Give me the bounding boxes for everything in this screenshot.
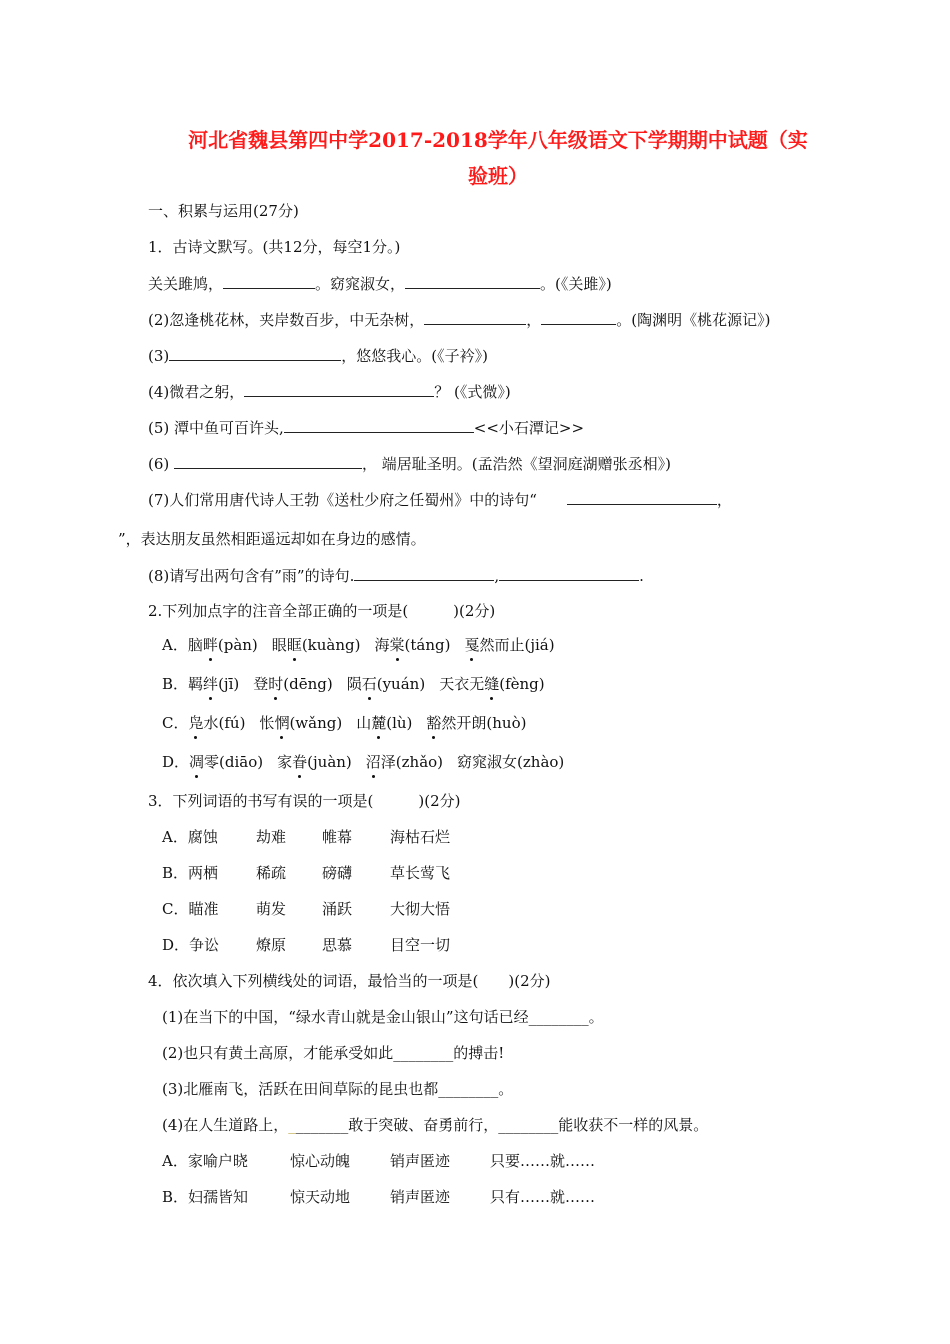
- text: (jī): [218, 675, 240, 693]
- text: 海枯石烂: [390, 828, 451, 846]
- q4-sentence-1: (1)在当下的中国，“绿水青山就是金山银山”这句话已经________。: [162, 1008, 604, 1026]
- text: 水(fú): [203, 714, 246, 732]
- text: 只有……就……: [490, 1188, 596, 1206]
- section-heading: 一、积累与运用(27分): [148, 202, 299, 220]
- document-title: [118, 122, 878, 194]
- answer-blank: [223, 272, 315, 289]
- q3-option-b: [162, 862, 450, 884]
- text: (6): [148, 455, 175, 473]
- dotted-char: 沼: [365, 753, 381, 771]
- text: ，: [716, 491, 732, 509]
- answer-blank: [244, 380, 434, 397]
- dotted-char: 凫: [188, 714, 204, 732]
- text: 销声匿迹: [390, 1188, 451, 1206]
- text: (dēng): [283, 675, 333, 693]
- q1-line-5: [148, 416, 584, 439]
- q1-line-6: [148, 452, 671, 475]
- text: 海: [374, 636, 390, 654]
- option-letter: D．: [162, 753, 190, 771]
- text: ,: [494, 567, 500, 585]
- dotted-char: 麓: [371, 714, 387, 732]
- answer-blank: [541, 308, 616, 325]
- text: 。窈窕淑女，: [315, 275, 406, 293]
- answer-blank: [284, 416, 474, 433]
- text: .: [639, 567, 644, 585]
- dotted-char: 凋: [189, 753, 205, 771]
- text: 然而止(jiá): [479, 636, 555, 654]
- q2-option-d: [162, 751, 564, 773]
- text: 眼: [271, 636, 287, 654]
- text: D．争讼: [162, 936, 220, 954]
- text: 登: [253, 675, 269, 693]
- text: A．腐蚀: [162, 828, 218, 846]
- q3-header: 3．下列词语的书写有误的一项是( )(2分): [148, 792, 461, 810]
- dotted-char: 石: [361, 675, 377, 693]
- q4-header: 4．依次填入下列横线处的词语，最恰当的一项是( )(2分): [148, 972, 551, 990]
- text: 只要……就……: [490, 1152, 596, 1170]
- text: (4)微君之躬，: [148, 383, 245, 401]
- text: B．两栖: [162, 864, 219, 882]
- text: 燎原: [256, 936, 287, 954]
- text: 劫难: [256, 828, 287, 846]
- text: 大彻大悟: [390, 900, 451, 918]
- text: B．妇孺皆知: [162, 1188, 249, 1206]
- dotted-char: 眶: [286, 636, 302, 654]
- text: 思慕: [322, 936, 353, 954]
- text: 家: [277, 753, 293, 771]
- text: 天衣无: [439, 675, 485, 693]
- answer-blank: [169, 344, 341, 361]
- q2-option-c: [162, 712, 526, 734]
- q1-line-3: [148, 344, 488, 367]
- text: 怅: [259, 714, 275, 732]
- text: ？ (《式微》): [434, 383, 511, 401]
- text: C．瞄准: [162, 900, 219, 918]
- text: 。(《关雎》): [540, 275, 612, 293]
- text: (lù): [386, 714, 413, 732]
- yellow-mark: _: [288, 1116, 296, 1134]
- text: (pàn): [217, 636, 258, 654]
- text: 关关雎鸠，: [148, 275, 224, 293]
- dotted-char: 绊: [203, 675, 219, 693]
- dotted-char: 缝: [484, 675, 500, 693]
- text: 然开朗(huò): [441, 714, 527, 732]
- dotted-char: 眷: [292, 753, 308, 771]
- text: 羁: [188, 675, 204, 693]
- q2-header: 2.下列加点字的注音全部正确的一项是( )(2分): [148, 602, 496, 620]
- text: _______敢于突破、奋勇前行，________能收获不一样的风景。: [295, 1116, 709, 1134]
- text: (táng): [404, 636, 451, 654]
- text: 。(陶渊明《桃花源记》): [616, 311, 771, 329]
- dotted-char: 畔: [202, 636, 218, 654]
- answer-blank: [499, 564, 639, 581]
- text: 惊天动地: [290, 1188, 351, 1206]
- text: A．家喻户晓: [162, 1152, 248, 1170]
- text: 销声匿迹: [390, 1152, 451, 1170]
- text: (wǎng): [289, 714, 343, 732]
- text: 草长莺飞: [390, 864, 451, 882]
- q2-option-a: [162, 634, 555, 656]
- q1-line-1: [148, 272, 612, 295]
- text: 惊心动魄: [290, 1152, 351, 1170]
- text: 帷幕: [322, 828, 353, 846]
- text: 山: [356, 714, 372, 732]
- dotted-char: 棠: [389, 636, 405, 654]
- text: (yuán): [376, 675, 426, 693]
- answer-blank: [424, 308, 526, 325]
- dotted-char: 戛: [464, 636, 480, 654]
- text: 陨: [346, 675, 362, 693]
- title-line-1: 河北省魏县第四中学2017-2018学年八年级语文下学期期中试题（实: [188, 128, 808, 152]
- q1-header: 1．古诗文默写。(共12分，每空1分。): [148, 238, 401, 256]
- text: (juàn): [307, 753, 352, 771]
- q3-option-c: [162, 898, 450, 920]
- q2-option-b: [162, 673, 545, 695]
- answer-blank: [567, 488, 717, 505]
- q1-line-7-cont: ”，表达朋友虽然相距遥远却如在身边的感情。: [118, 530, 426, 548]
- q4-sentence-2: (2)也只有黄土高原，才能承受如此________的搏击!: [162, 1044, 505, 1062]
- q4-option-a: [162, 1150, 595, 1172]
- text: (2)忽逢桃花林，夹岸数百步，中无杂树，: [148, 311, 425, 329]
- text: (5) 潭中鱼可百许头,: [148, 419, 284, 437]
- q3-option-a: [162, 826, 450, 848]
- q4-sentence-4: [162, 1114, 708, 1136]
- text: (4)在人生道路上，: [162, 1116, 289, 1134]
- q4-option-b: [162, 1186, 595, 1208]
- text: 脑: [187, 636, 203, 654]
- answer-blank: [354, 564, 494, 581]
- dotted-char: 时: [268, 675, 284, 693]
- text: 稀疏: [256, 864, 287, 882]
- text: (kuàng): [301, 636, 361, 654]
- text: 萌发: [256, 900, 287, 918]
- text: 目空一切: [390, 936, 451, 954]
- text: ， 端居耻圣明。(孟浩然《望洞庭湖赠张丞相》): [362, 455, 671, 473]
- dotted-char: 惘: [274, 714, 290, 732]
- dotted-char: 豁: [426, 714, 442, 732]
- text: (3): [148, 347, 170, 365]
- option-letter: A．: [162, 636, 188, 654]
- text: ，: [526, 311, 542, 329]
- title-line-2: 验班）: [468, 164, 528, 188]
- text: 磅礴: [322, 864, 353, 882]
- q4-sentence-3: (3)北雁南飞，活跃在田间草际的昆虫也都________。: [162, 1080, 514, 1098]
- text: (fèng): [499, 675, 545, 693]
- text: 窈窕淑女(zhào): [457, 753, 565, 771]
- text: 涌跃: [322, 900, 353, 918]
- option-letter: B．: [162, 675, 189, 693]
- q1-line-2: [148, 308, 770, 331]
- answer-blank: [174, 452, 362, 469]
- q1-line-7: [148, 488, 732, 511]
- option-letter: C．: [162, 714, 189, 732]
- answer-blank: [405, 272, 540, 289]
- text: 零(diāo): [204, 753, 264, 771]
- q1-line-4: [148, 380, 511, 403]
- text: (8)请写出两句含有”雨”的诗句.: [148, 567, 355, 585]
- text: (7)人们常用唐代诗人王勃《送杜少府之任蜀州》中的诗句“: [148, 491, 537, 509]
- q3-option-d: [162, 934, 450, 956]
- text: <<小石潭记>>: [473, 419, 585, 437]
- text: ，悠悠我心。(《子衿》): [341, 347, 488, 365]
- text: 泽(zhǎo): [380, 753, 444, 771]
- q1-line-8: [148, 564, 644, 587]
